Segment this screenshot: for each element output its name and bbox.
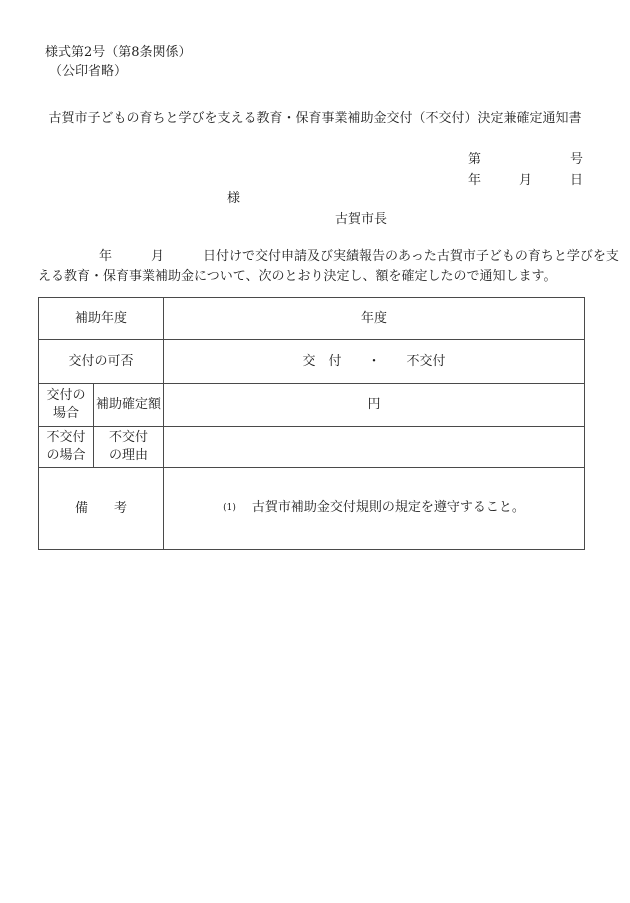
remarks-label: 備 考 — [39, 468, 164, 550]
not-granted-case-label — [39, 427, 94, 468]
decision-table — [38, 297, 585, 550]
date-month-label: 月 — [518, 173, 532, 188]
doc-number-line — [468, 152, 583, 167]
remarks-value — [164, 468, 585, 550]
row-budget-year — [39, 298, 585, 340]
granted-case-line1: 交付の — [46, 388, 86, 403]
remarks-note-text: 古賀市補助金交付規則の規定を遵守すること。 — [251, 500, 525, 515]
grant-decision-value: 交 付 ・ 不交付 — [164, 340, 585, 384]
granted-case-label — [39, 384, 94, 427]
doc-number-suffix: 号 — [569, 152, 583, 167]
body-line-1: 年 月 日付けで交付申請及び実績報告のあった古賀市子どもの育ちと学びを支 — [99, 249, 619, 264]
not-granted-case-line1: 不交付 — [46, 430, 86, 445]
date-line — [468, 173, 583, 188]
seal-omitted-note: （公印省略） — [49, 64, 128, 79]
not-granted-reason-value — [164, 427, 585, 468]
granted-case-line2: 場合 — [52, 406, 79, 421]
budget-year-value: 年度 — [164, 298, 585, 340]
date-day-label: 日 — [569, 173, 583, 188]
not-granted-reason-label — [94, 427, 164, 468]
grant-decision-label: 交付の可否 — [39, 340, 164, 384]
not-granted-case-line2: の場合 — [46, 448, 86, 463]
document-title: 古賀市子どもの育ちと学びを支える教育・保育事業補助金交付（不交付）決定兼確定通知書 — [48, 111, 582, 126]
row-remarks — [39, 468, 585, 550]
confirmed-amount-label: 補助確定額 — [94, 384, 164, 427]
addressee-honorific: 様 — [227, 191, 241, 206]
not-granted-reason-line2: の理由 — [109, 448, 149, 463]
form-number: 様式第2号（第8条関係） — [45, 45, 192, 60]
body-paragraph — [38, 247, 619, 287]
sender-title: 古賀市長 — [335, 212, 388, 227]
remarks-note-marker: (1) — [223, 503, 236, 513]
date-year-label: 年 — [468, 173, 482, 188]
row-not-granted-reason — [39, 427, 585, 468]
confirmed-amount-value: 円 — [164, 384, 585, 427]
doc-number-prefix: 第 — [468, 152, 482, 167]
row-grant-decision — [39, 340, 585, 384]
row-granted-amount — [39, 384, 585, 427]
body-line-2: える教育・保育事業補助金について、次のとおり決定し、額を確定したので通知します。 — [38, 269, 557, 284]
budget-year-label: 補助年度 — [39, 298, 164, 340]
not-granted-reason-line1: 不交付 — [109, 430, 149, 445]
